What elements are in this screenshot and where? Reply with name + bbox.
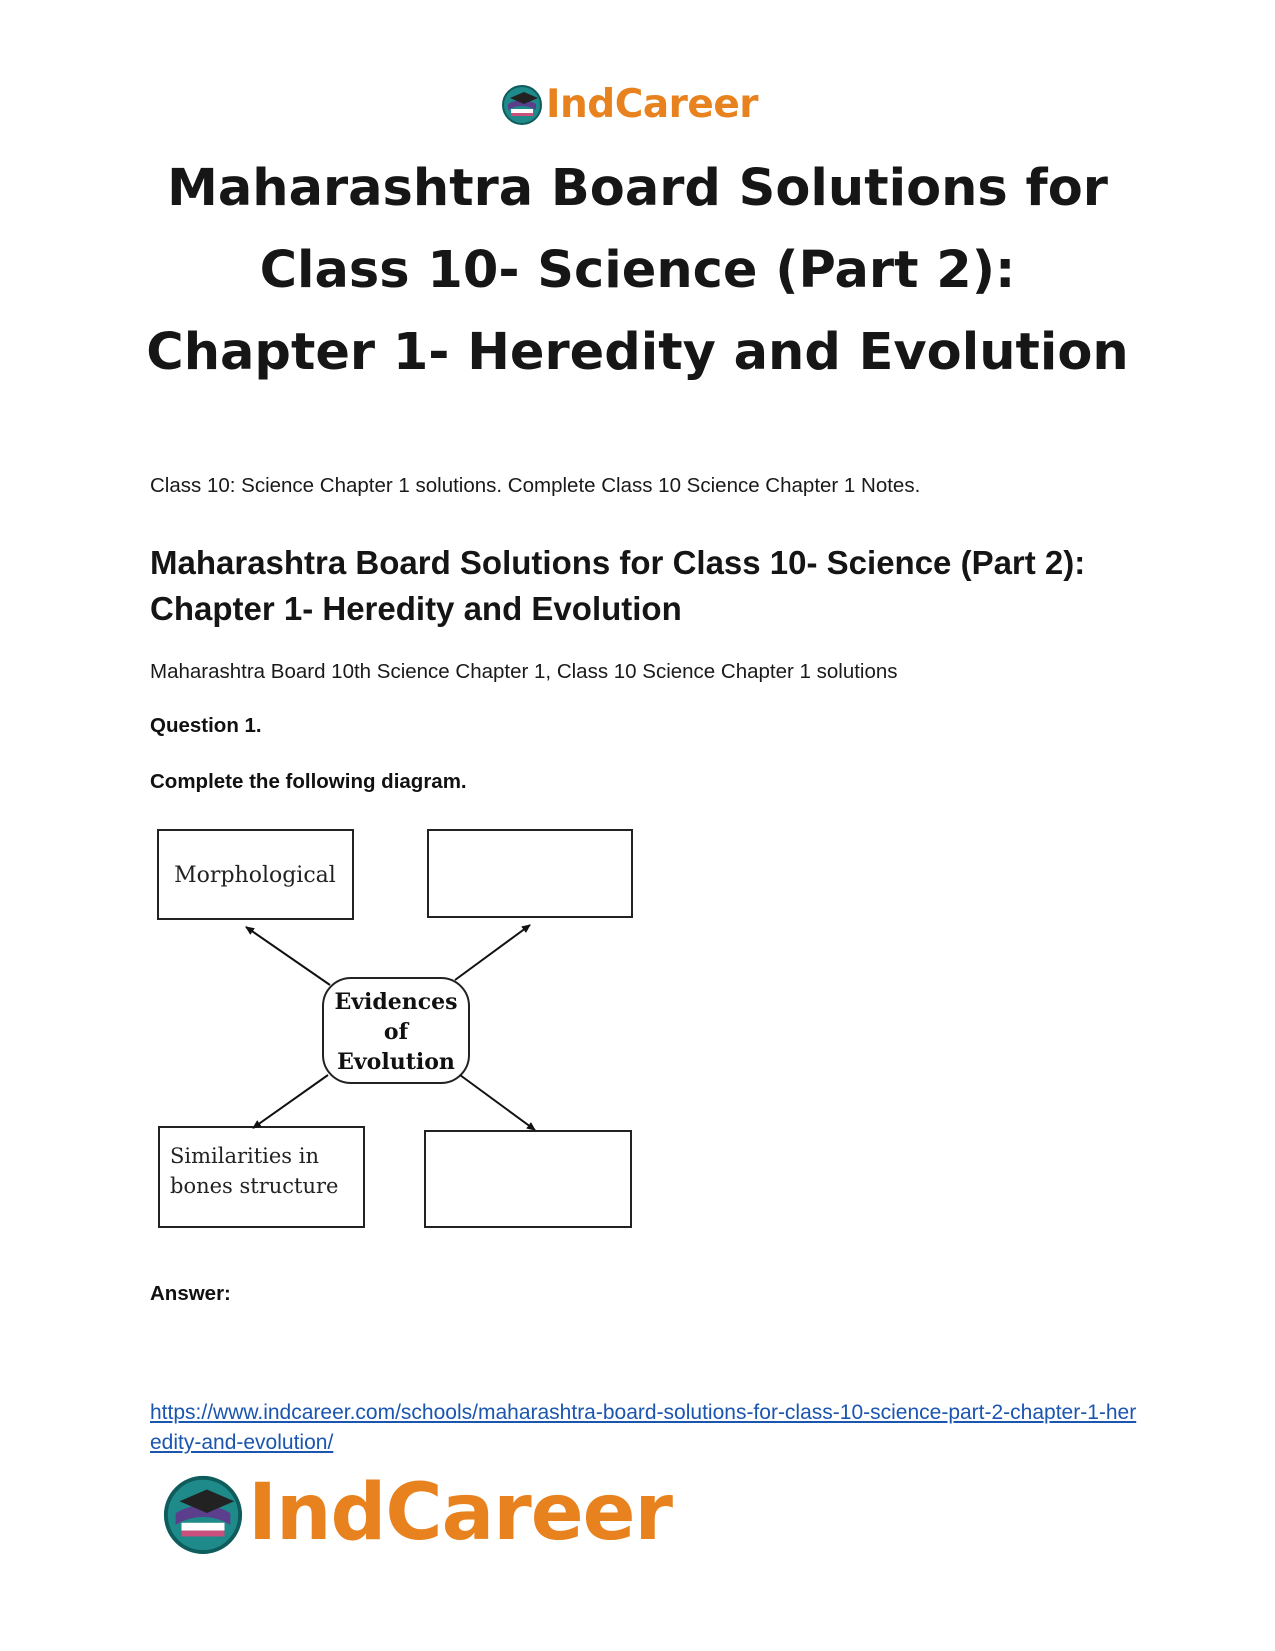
center-line-2: of	[383, 1019, 409, 1045]
center-line-3: Evolution	[337, 1049, 455, 1075]
box-top-right	[428, 830, 632, 917]
bottom-left-line-2: bones structure	[170, 1174, 339, 1198]
arrow-top-right	[455, 925, 530, 980]
page-title: Maharashtra Board Solutions for Class 10- Science (Part 2): Chapter 1- Heredity and Evolution	[146, 159, 1129, 382]
diagram-svg	[150, 825, 670, 1245]
box-bottom-right	[425, 1131, 631, 1227]
center-line-1: Evidences	[334, 989, 458, 1015]
top-left-label: Morphological	[174, 863, 336, 888]
section-heading: Maharashtra Board Solutions for Class 10- Science (Part 2): Chapter 1- Heredity and Evolution	[150, 544, 1086, 627]
graduation-cap-globe-icon	[160, 1470, 246, 1556]
question-label: Question 1.	[150, 714, 262, 737]
footer-logo[interactable]	[160, 1463, 720, 1563]
header-logo[interactable]	[500, 76, 780, 132]
description-text: Maharashtra Board 10th Science Chapter 1, Class 10 Science Chapter 1 solutions	[150, 660, 898, 683]
question-text: Complete the following diagram.	[150, 770, 467, 793]
source-link[interactable]: https://www.indcareer.com/schools/maharashtra-board-solutions-for-class-10-science-part-2-chapter-1-heredity-and-evolution/	[150, 1401, 1137, 1454]
bottom-left-line-1: Similarities in	[170, 1144, 319, 1168]
arrow-bottom-right	[460, 1075, 535, 1130]
intro-text: Class 10: Science Chapter 1 solutions. Complete Class 10 Science Chapter 1 Notes.	[150, 474, 921, 497]
header-logo-text: IndCareer	[546, 81, 758, 127]
arrow-bottom-left	[253, 1075, 328, 1128]
graduation-cap-globe-icon	[500, 82, 544, 126]
answer-label: Answer:	[150, 1282, 231, 1305]
evolution-diagram	[150, 825, 670, 1245]
footer-logo-text: IndCareer	[248, 1468, 672, 1558]
arrow-top-left	[246, 927, 330, 985]
